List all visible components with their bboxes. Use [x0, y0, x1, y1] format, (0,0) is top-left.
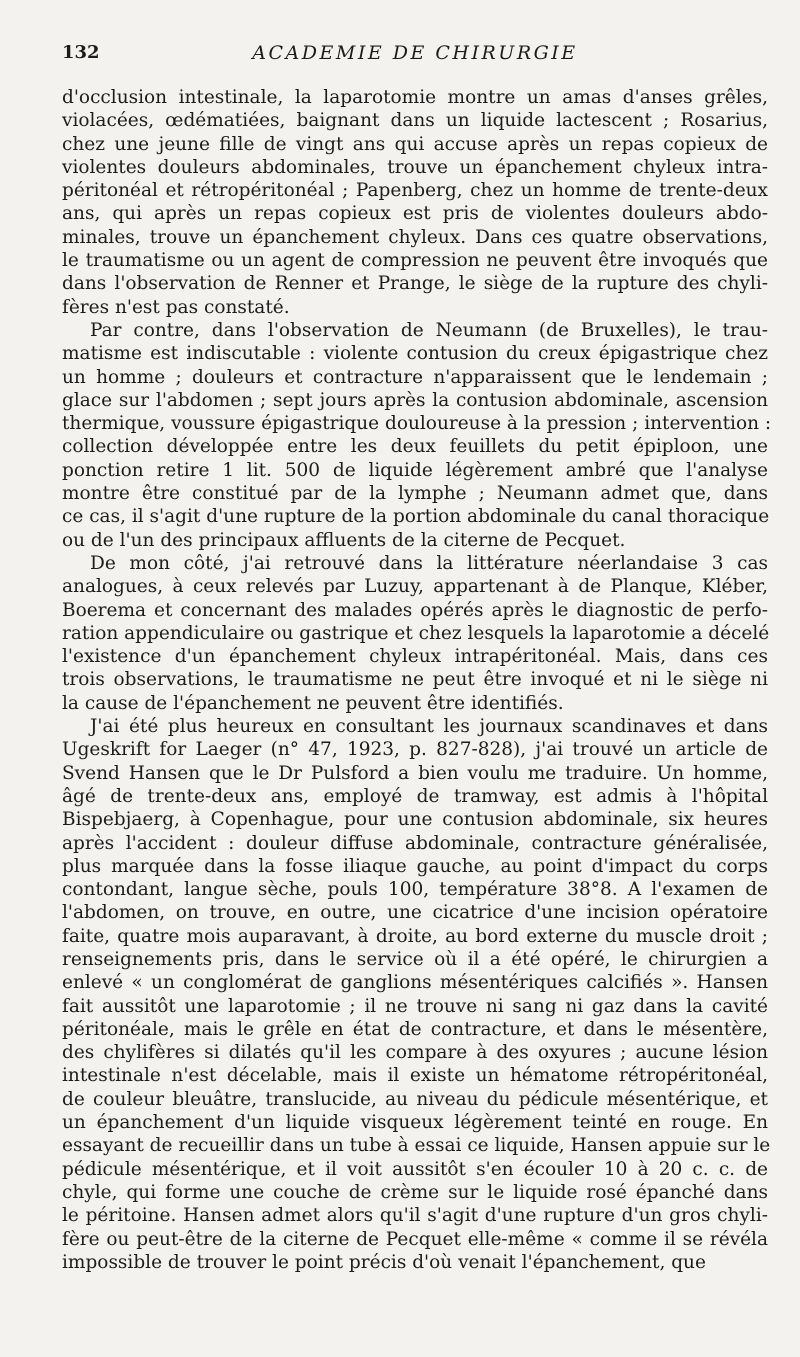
text-line: après l'accident : douleur diffuse abdominale, contracture généralisée,	[62, 832, 768, 854]
text-line: trois observations, le traumatisme ne peut être invoqué et ni le siège ni	[62, 669, 768, 691]
text-line: ration appendiculaire ou gastrique et chez lesquels la laparotomie a décelé	[62, 622, 770, 644]
text-line: dans l'observation de Renner et Prange, le siège de la rupture des chyli-	[62, 273, 768, 295]
text-line: un homme ; douleurs et contracture n'apparaissent que le lendemain ;	[62, 366, 768, 388]
text-line: Svend Hansen que le Dr Pulsford a bien voulu me traduire. Un homme,	[62, 762, 768, 784]
text-line: ponction retire 1 lit. 500 de liquide légèrement ambré que l'analyse	[62, 459, 768, 481]
text-line: minales, trouve un épanchement chyleux. Dans ces quatre observations,	[62, 226, 768, 248]
text-line: péritonéale, mais le grêle en état de contracture, et dans le mésentère,	[62, 1018, 768, 1040]
text-line: Bispebjaerg, à Copenhague, pour une contusion abdominale, six heures	[62, 809, 768, 831]
text-line: enlevé « un conglomérat de ganglions mésentériques calcifiés ». Hansen	[62, 972, 768, 994]
paragraph	[62, 715, 771, 1274]
text-line: ou de l'un des principaux affluents de la citerne de Pecquet.	[62, 529, 626, 551]
text-line: impossible de trouver le point précis d'où venait l'épanchement, que	[62, 1251, 706, 1273]
text-line: un épanchement d'un liquide visqueux légèrement teinté en rouge. En	[62, 1112, 768, 1134]
text-line: fait aussitôt une laparotomie ; il ne trouve ni sang ni gaz dans la cavité	[62, 995, 768, 1017]
text-line: analogues, à ceux relevés par Luzuy, appartenant à de Planque, Kléber,	[62, 576, 768, 598]
body-text	[62, 86, 772, 1274]
text-line: âgé de trente-deux ans, employé de tramway, est admis à l'hôpital	[62, 785, 768, 807]
text-line: violacées, œdématiées, baignant dans un liquide lactescent ; Rosarius,	[62, 110, 768, 132]
text-line: renseignements pris, dans le service où il a été opéré, le chirurgien a	[62, 948, 768, 970]
text-line: Boerema et concernant des malades opérés après le diagnostic de perfo-	[62, 599, 768, 621]
paragraph	[62, 552, 768, 715]
text-line: De mon côté, j'ai retrouvé dans la littérature néerlandaise 3 cas	[90, 552, 768, 574]
text-line: des chylifères si dilatés qu'il les compare à des oxyures ; aucune lésion	[62, 1042, 768, 1064]
text-line: ans, qui après un repas copieux est pris de violentes douleurs abdo-	[62, 203, 768, 225]
text-line: intestinale n'est décelable, mais il existe un hématome rétropéritonéal,	[62, 1065, 768, 1087]
text-line: le péritoine. Hansen admet alors qu'il s'agit d'une rupture d'un gros chyli-	[62, 1205, 768, 1227]
running-head	[62, 42, 768, 72]
text-line: de couleur bleuâtre, translucide, au niveau du pédicule mésentérique, et	[62, 1088, 768, 1110]
text-line: le traumatisme ou un agent de compression ne peuvent être invoqués que	[62, 250, 768, 272]
paragraph	[62, 319, 772, 552]
text-line: la cause de l'épanchement ne peuvent être identifiés.	[62, 692, 564, 714]
text-line: pédicule mésentérique, et il voit aussitôt s'en écouler 10 à 20 c. c. de	[62, 1158, 768, 1180]
text-line: montre être constitué par de la lymphe ; Neumann admet que, dans	[62, 483, 768, 505]
text-line: Ugeskrift for Laeger (n° 47, 1923, p. 827-828), j'ai trouvé un article de	[62, 739, 768, 761]
text-line: l'existence d'un épanchement chyleux intrapéritonéal. Mais, dans ces	[62, 646, 768, 668]
text-line: glace sur l'abdomen ; sept jours après la contusion abdominale, ascension	[62, 389, 768, 411]
text-line: matisme est indiscutable : violente contusion du creux épigastrique chez	[62, 343, 768, 365]
journal-title: ACADEMIE DE CHIRURGIE	[252, 42, 578, 64]
text-line: plus marquée dans la fosse iliaque gauche, au point d'impact du corps	[62, 855, 768, 877]
text-line: fères n'est pas constaté.	[62, 296, 290, 318]
text-line: contondant, langue sèche, pouls 100, température 38°8. A l'examen de	[62, 879, 768, 901]
text-line: chyle, qui forme une couche de crème sur le liquide rosé épanché dans	[62, 1181, 768, 1203]
text-line: l'abdomen, on trouve, en outre, une cicatrice d'une incision opératoire	[62, 902, 768, 924]
text-line: fère ou peut-être de la citerne de Pecquet elle-même « comme il se révéla	[62, 1228, 768, 1250]
text-line: thermique, voussure épigastrique douloureuse à la pression ; intervention :	[62, 413, 772, 435]
text-line: collection développée entre les deux feuillets du petit épiploon, une	[62, 436, 768, 458]
text-line: essayant de recueillir dans un tube à essai ce liquide, Hansen appuie sur le	[62, 1135, 771, 1157]
text-line: d'occlusion intestinale, la laparotomie montre un amas d'anses grêles,	[62, 87, 768, 108]
page-number: 132	[62, 42, 100, 63]
text-line: chez une jeune fille de vingt ans qui accuse après un repas copieux de	[62, 133, 768, 155]
paragraph	[62, 86, 768, 319]
text-line: Par contre, dans l'observation de Neumann (de Bruxelles), le trau-	[90, 319, 768, 341]
text-line: violentes douleurs abdominales, trouve un épanchement chyleux intra-	[62, 156, 768, 178]
text-line: péritonéal et rétropéritonéal ; Papenberg, chez un homme de trente-deux	[62, 180, 768, 202]
text-line: J'ai été plus heureux en consultant les journaux scandinaves et dans	[90, 716, 768, 738]
text-line: faite, quatre mois auparavant, à droite, au bord externe du muscle droit ;	[62, 925, 768, 947]
text-line: ce cas, il s'agit d'une rupture de la portion abdominale du canal thoracique	[62, 506, 770, 528]
